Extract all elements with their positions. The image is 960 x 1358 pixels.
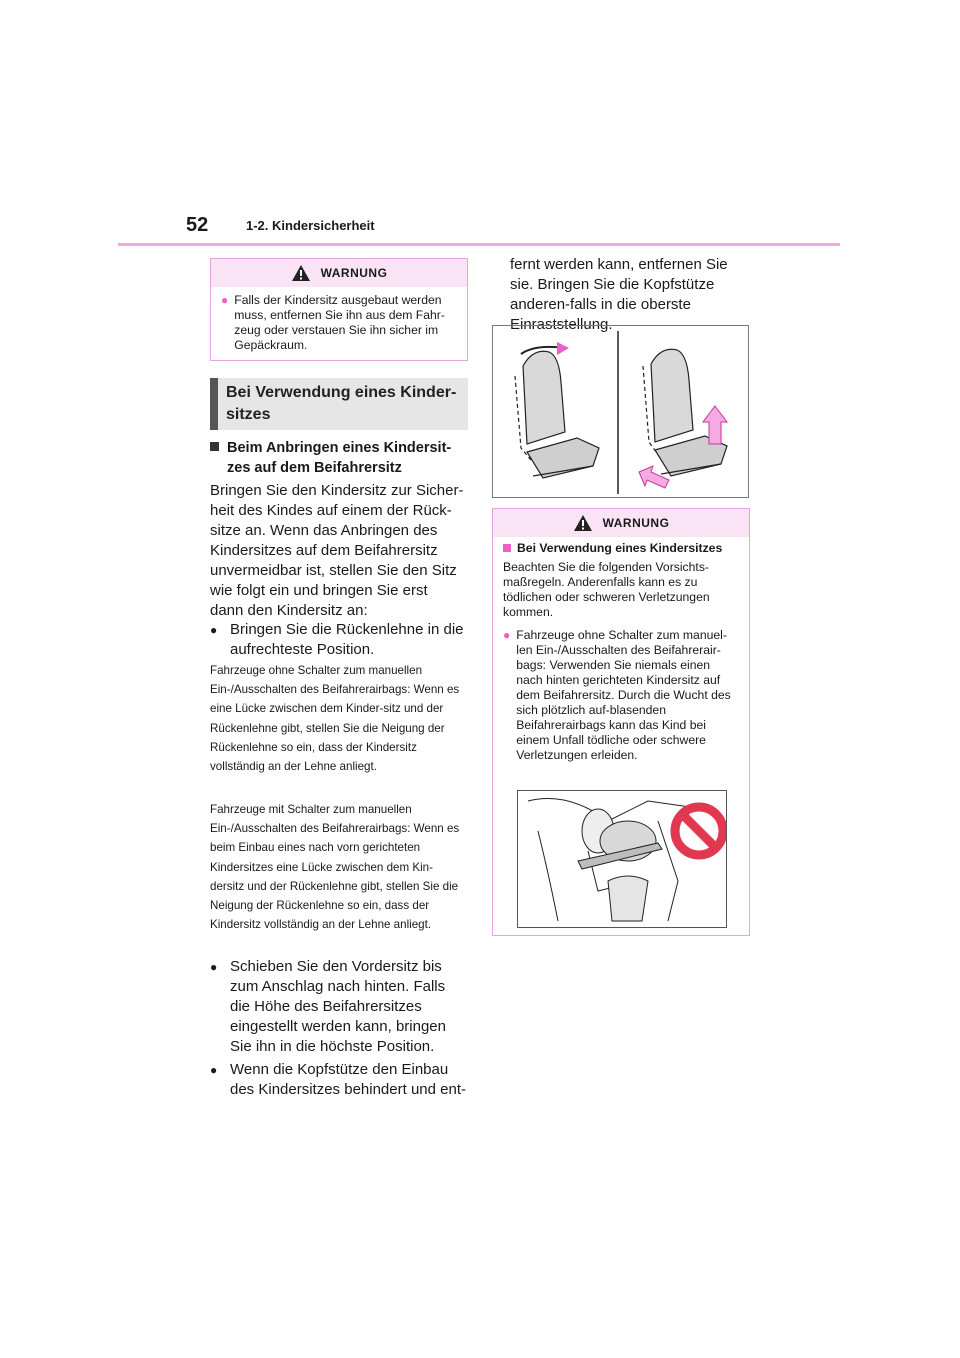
arrow-icon — [639, 466, 669, 488]
intro-paragraph: Bringen Sie den Kindersitz zur Sicher-heit des Kindes auf einem der Rück-sitze an. Wenn das Anbringen des Kindersitzes auf dem Beifahrersitz unvermeidbar ist, stellen Sie den Sitz wie folgt ein und bringen Sie erst dann den Kindersitz an: — [210, 482, 464, 619]
bullet-item-2 — [210, 957, 468, 1057]
seat-adjustment-illustration — [492, 325, 749, 498]
arrow-icon — [557, 342, 569, 355]
bullet-icon: ● — [503, 628, 511, 642]
square-bullet-icon — [210, 442, 219, 451]
subsection-title-line2: zes auf dem Beifahrersitz — [227, 460, 402, 476]
airbag-warning-illustration — [517, 790, 727, 928]
bullet-item-3 — [210, 1060, 468, 1100]
warning-triangle-icon — [573, 514, 593, 532]
chapter-title: 1-2. Kindersicherheit — [246, 218, 375, 233]
warning-box-1 — [210, 258, 468, 361]
warning-item — [503, 628, 739, 763]
warning-triangle-icon — [291, 264, 311, 282]
subsection-title-line1: Beim Anbringen eines Kindersit- — [227, 440, 452, 456]
page-number: 52 — [186, 214, 209, 236]
header-rule — [118, 243, 840, 246]
subsection-heading — [210, 438, 468, 478]
prohibition-icon — [675, 807, 723, 855]
bullet-text: Schieben Sie den Vordersitz bis zum Anschlag nach hinten. Falls die Höhe des Beifahrersitzes eingestellt werden kann, bringen Sie ihn in die höchste Position. — [230, 958, 446, 1055]
warning-title: WARNUNG — [602, 516, 670, 530]
bullet-dot-icon: ● — [210, 623, 218, 637]
bullet-text: Wenn die Kopfstütze den Einbau des Kindersitzes behindert und ent- — [230, 1061, 466, 1098]
warning-header — [493, 509, 749, 537]
continuation-paragraph: fernt werden kann, entfernen Sie sie. Bringen Sie die Kopfstütze anderen-falls in die oberste Einraststellung. — [510, 256, 728, 333]
bullet-icon: ● — [221, 293, 229, 307]
warning-text: Fahrzeuge ohne Schalter zum manuel-len Ein-/Ausschalten des Beifahrerair-bags: Verwenden Sie niemals einen nach hinten gerichteten Kindersitz auf dem Beifahrersitz. Durch die Wucht des sich plötzlich auf-blasenden Beifahrerairbags kann das Kind bei einem Unfall tödliche oder schwere Verletzungen erleiden. — [516, 628, 731, 762]
warning-text: Falls der Kindersitz ausgebaut werden muss, entfernen Sie ihn aus dem Fahr-zeug oder verstauen Sie ihn sicher im Gepäckraum. — [234, 293, 445, 352]
bullet-item-1 — [210, 620, 466, 660]
bullet-dot-icon: ● — [210, 960, 218, 974]
section-title-line2: sitzes — [226, 406, 271, 423]
section-title-line1: Bei Verwendung eines Kinder- — [226, 384, 457, 401]
warning-heading-text: Bei Verwendung eines Kindersitzes — [517, 541, 723, 555]
warning-heading — [503, 541, 739, 556]
square-bullet-icon — [503, 544, 511, 552]
note-paragraph-1: Fahrzeuge ohne Schalter zum manuellen Ein-/Ausschalten des Beifahrerairbags: Wenn es eine Lücke zwischen dem Kinder-sitz und der Rückenlehne gibt, stellen Sie die Neigung der Rückenlehne so ein, dass der Kindersitz vollständig an der Lehne anliegt. — [210, 664, 460, 774]
bullet-text: Bringen Sie die Rückenlehne in die aufrechteste Position. — [230, 621, 464, 658]
note-paragraph-2: Fahrzeuge mit Schalter zum manuellen Ein-/Ausschalten des Beifahrerairbags: Wenn es beim Einbau eines nach vorn gerichteten Kindersitzes eine Lücke zwischen dem Kin-dersitz und der Rückenlehne gibt, stellen Sie die Neigung der Rückenlehne so ein, dass der Kindersitz vollständig an der Lehne anliegt. — [210, 803, 460, 932]
bullet-dot-icon: ● — [210, 1063, 218, 1077]
section-heading — [210, 378, 468, 430]
warning-header — [211, 259, 467, 287]
warning-item — [221, 293, 457, 353]
warning-title: WARNUNG — [320, 266, 388, 280]
warning-intro: Beachten Sie die folgenden Vorsichts-maßregeln. Anderenfalls kann es zu tödlichen oder schweren Verletzungen kommen. — [503, 560, 710, 619]
